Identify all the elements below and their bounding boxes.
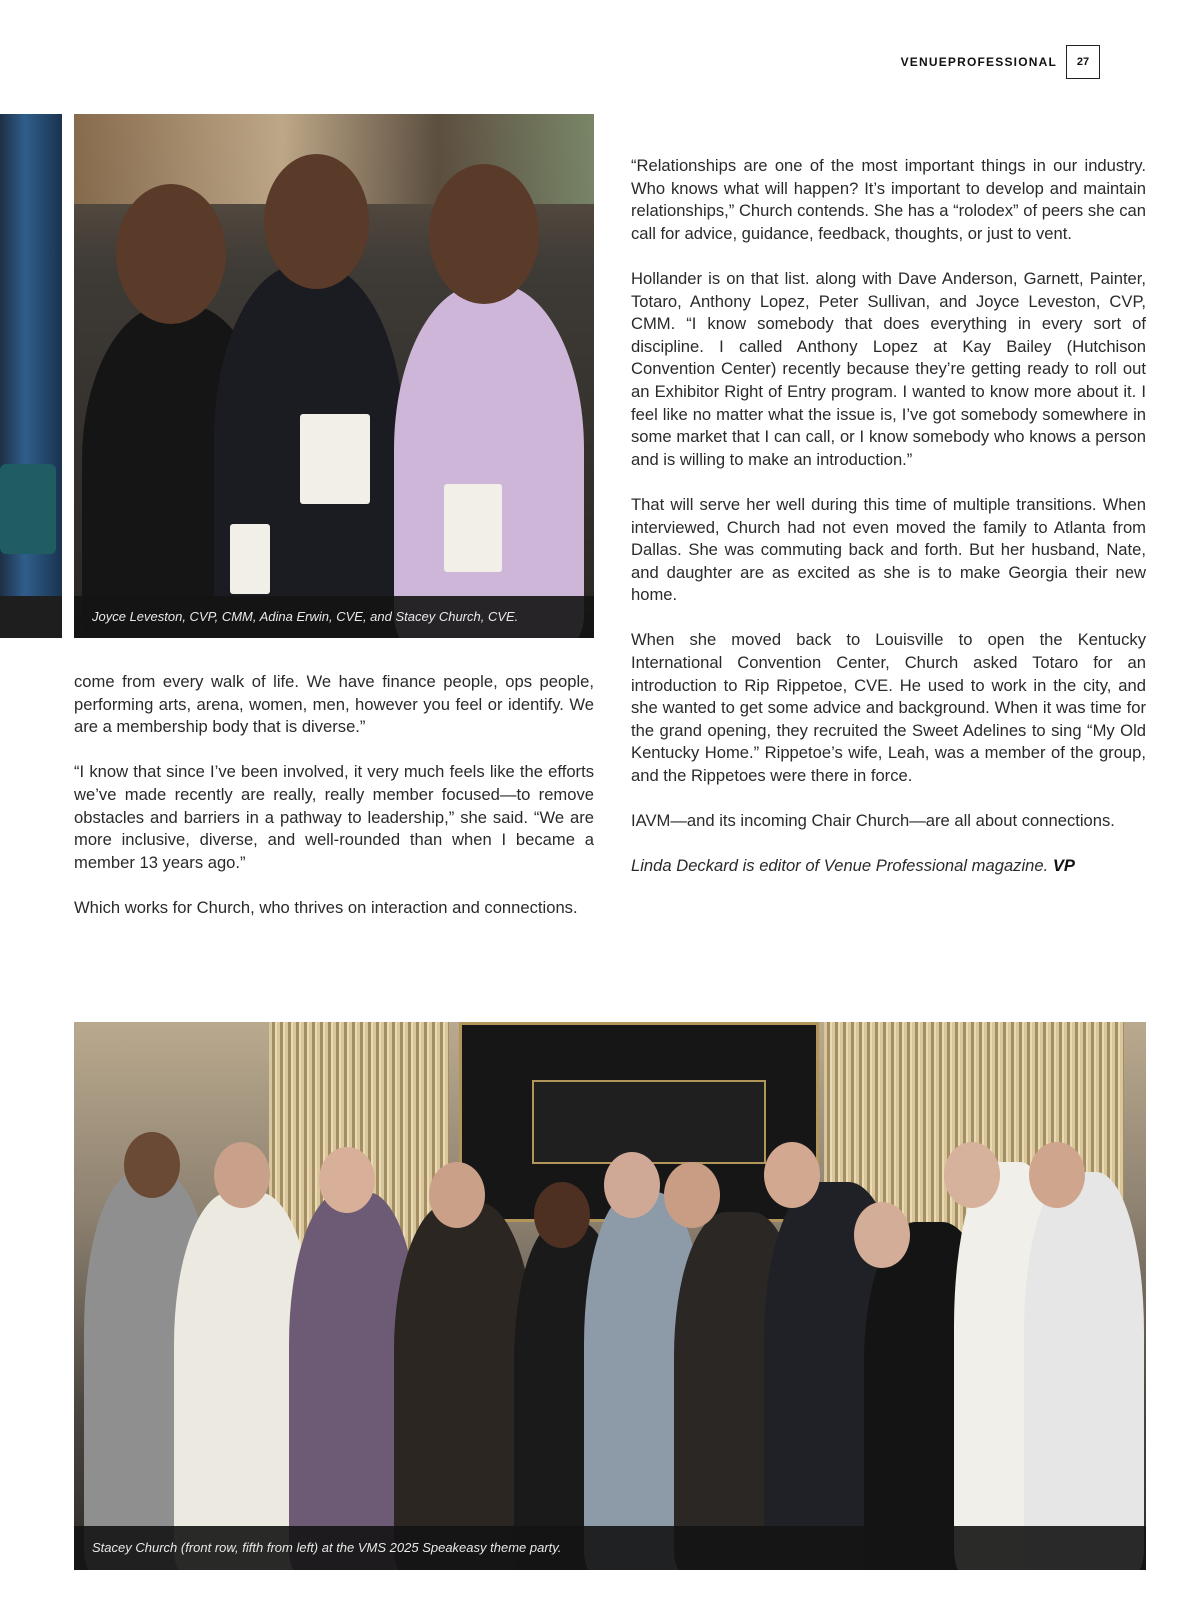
person-head xyxy=(319,1147,375,1213)
photo-caption: Stacey Church (front row, fifth from left) at the VMS 2025 Speakeasy theme party. xyxy=(74,1526,1146,1570)
person-figure xyxy=(1024,1172,1144,1570)
brand-rest: PROFESSIONAL xyxy=(947,55,1057,69)
adjacent-photo-edge xyxy=(0,114,62,638)
paragraph: Hollander is on that list. along with Dave Anderson, Garnett, Painter, Totaro, Anthony Lopez, Peter Sullivan, and Joyce Leveston, CVP, CMM. “I know somebody that does everything in every sort of discipline. I called Anthony Lopez at Kay Bailey (Hutchison Convention Center) recently because they’re getting ready to roll out an Exhibitor Right of Entry program. I wanted to know more about it. I feel like no matter what the issue is, I’ve got somebody somewhere in some market that I can call, or I know somebody who knows a person and is willing to make an introduction.” xyxy=(631,268,1146,469)
sign-panel xyxy=(532,1080,766,1164)
person-head xyxy=(116,184,226,324)
page-number: 27 xyxy=(1066,45,1100,79)
photo-caption: Joyce Leveston, CVP, CMM, Adina Erwin, CVE, and Stacey Church, CVE. xyxy=(74,596,594,638)
page-header xyxy=(901,44,1100,80)
name-badge xyxy=(230,524,270,594)
person-head xyxy=(1029,1142,1085,1208)
paragraph: Which works for Church, who thrives on interaction and connections. xyxy=(74,897,578,917)
person-head xyxy=(854,1202,910,1268)
photo-detail xyxy=(0,464,56,554)
person-head xyxy=(264,154,369,289)
name-badge xyxy=(300,414,370,504)
person-figure xyxy=(394,1202,534,1570)
person-head xyxy=(534,1182,590,1248)
byline-text: Linda Deckard is editor of Venue Professional magazine. xyxy=(631,856,1049,876)
magazine-brand xyxy=(901,55,1057,69)
caption-bar-edge xyxy=(0,596,62,638)
author-byline xyxy=(631,855,1146,878)
paragraph: When she moved back to Louisville to open the Kentucky International Convention Center, Church asked Totaro for an introduction to Rip Rippetoe, CVE. He used to work in the city, and she wanted to get some advice and background. When it was time for the grand opening, they recruited the Sweet Adelines to sing “My Old Kentucky Home.” Rippetoe’s wife, Leah, was a member of the group, and the Rippetoes were there in force. xyxy=(631,630,1146,786)
person-head xyxy=(764,1142,820,1208)
photo-three-women xyxy=(74,114,594,638)
end-mark: VP xyxy=(1052,856,1075,876)
person-head xyxy=(214,1142,270,1208)
person-head xyxy=(664,1162,720,1228)
name-badge xyxy=(444,484,502,572)
right-text-column xyxy=(631,155,1146,901)
paragraph: come from every walk of life. We have finance people, ops people, performing arts, arena, women, men, however you feel or identify. We are a membership body that is diverse.” xyxy=(74,672,594,737)
left-text-column xyxy=(74,671,594,942)
paragraph: IAVM—and its incoming Chair Church—are all about connections. xyxy=(631,811,1115,831)
person-head xyxy=(429,164,539,304)
person-head xyxy=(944,1142,1000,1208)
paragraph: “I know that since I’ve been involved, it very much feels like the efforts we’ve made recently are really, really member focused—to remove obstacles and barriers in a pathway to leadership,” she said. “We are more inclusive, diverse, and well-rounded than when I became a member 13 years ago.” xyxy=(74,762,594,872)
paragraph: “Relationships are one of the most important things in our industry. Who knows what will happen? It’s important to develop and maintain relationships,” Church contends. She has a “rolodex” of peers she can call for advice, guidance, feedback, thoughts, or just to vent. xyxy=(631,156,1146,243)
photo-speakeasy-party xyxy=(74,1022,1146,1570)
person-head xyxy=(604,1152,660,1218)
person-head xyxy=(124,1132,180,1198)
paragraph: That will serve her well during this time of multiple transitions. When interviewed, Church had not even moved the family to Atlanta from Dallas. She was commuting back and forth. But her husband, Nate, and daughter are as excited as she is to make Georgia their new home. xyxy=(631,494,1146,605)
brand-bold: VENUE xyxy=(900,55,948,69)
person-head xyxy=(429,1162,485,1228)
person-figure xyxy=(394,284,584,638)
